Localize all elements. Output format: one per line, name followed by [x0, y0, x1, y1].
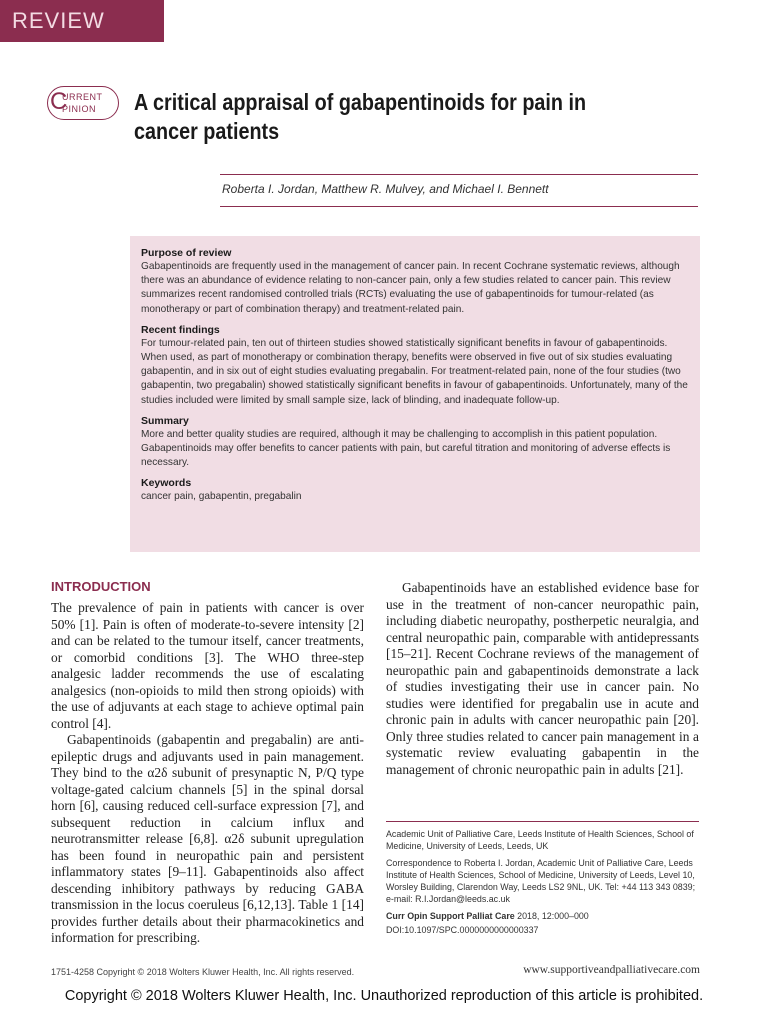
footer-copyright: 1751-4258 Copyright © 2018 Wolters Kluwer Health, Inc. All rights reserved. [51, 967, 355, 977]
logo-letter: C [50, 88, 68, 115]
left-column [51, 600, 364, 947]
author-list: Roberta I. Jordan, Matthew R. Mulvey, and Michael I. Bennett [222, 182, 549, 196]
article-title: A critical appraisal of gabapentinoids for pain in cancer patients [134, 89, 587, 144]
keywords-heading: Keywords [141, 477, 192, 490]
title-divider-top [220, 174, 698, 175]
journal-name: Curr Opin Support Palliat Care [386, 911, 515, 921]
journal-citation [386, 910, 701, 922]
abstract-box [130, 236, 700, 552]
summary-heading: Summary [141, 414, 189, 427]
doi: DOI:10.1097/SPC.0000000000000337 [386, 925, 539, 935]
findings-text: For tumour-related pain, ten out of thirteen studies showed statistically significant benefits in favour of gabapentinoids. When used, as part of monotherapy or combination therapy, benefits were observed in five out of six studies evaluating gabapentin, and in six out of eight studies evaluating pregabalin. For treatment-related pain, none of the four studies (two gabapentin, two pregabalin) showed statistically significant benefits in favour of gabapentinoids. Unfortunately, many of the studies included were limited by small sample size, lack of blinding, and inadequate follow-up. [141, 337, 688, 406]
findings-heading: Recent findings [141, 323, 220, 336]
summary-text: More and better quality studies are required, although it may be challenging to accomplish in this patient population. Gabapentinoids may offer benefits to cancer patients with pain, but careful titration and monitoring of adverse effects is necessary. [141, 428, 671, 469]
affiliation-block [386, 828, 701, 941]
title-divider-bottom [220, 206, 698, 207]
affiliation-divider [386, 821, 699, 822]
footer-website-link[interactable]: www.supportiveandpalliativecare.com [523, 964, 700, 976]
intro-paragraph-1: The prevalence of pain in patients with cancer is over 50% [1]. Pain is often of moderate-to-severe intensity [2] and can be related to the tumour itself, cancer treatments, or comorbid conditions [3]. The WHO three-step analgesic ladder recommends the use of escalating analgesics (non-opioids to mild then strong opioids) with the use of adjuvants at each stage to achieve optimal pain control [4]. [51, 600, 364, 731]
right-column [386, 580, 699, 778]
logo-line2: PINION [62, 104, 97, 114]
keywords-text: cancer pain, gabapentin, pregabalin [141, 491, 302, 503]
introduction-heading: INTRODUCTION [51, 579, 151, 594]
intro-paragraph-2: Gabapentinoids (gabapentin and pregabalin) are anti-epileptic drugs and adjuvants used in pain management. They bind to the α2δ subunit of presynaptic N, P/Q type voltage-gated calcium channels [5] in the spinal dorsal horn [6], causing reduced cell-surface expression [7], and subsequent reduction in calcium influx and neurotransmitter release [6,8]. α2δ subunit upregulation has been found in neuropathic pain and persistent inflammatory states [9–11]. Gabapentinoids also affect descending inhibitory pathways by reducing GABA transmission in the locus coeruleus [6,12,13]. Table 1 [14] provides further details about their pharmacokinetics and information for prescribing. [51, 732, 364, 945]
purpose-heading: Purpose of review [141, 247, 232, 259]
purpose-text: Gabapentinoids are frequently used in the management of cancer pain. In recent Cochrane systematic reviews, although there was an abundance of evidence relating to non-cancer pain, only a few studies related to cancer pain. This review summarizes recent randomised controlled trials (RCTs) evaluating the use of gabapentinoids for tumour-related (as monotherapy or part of combination therapy) and treatment-related pain. [141, 261, 680, 315]
section-tab: REVIEW [0, 0, 164, 42]
citation-volume: 2018, 12:000–000 [514, 911, 589, 921]
correspondence: Correspondence to Roberta I. Jordan, Academic Unit of Palliative Care, Leeds Institute of Health Sciences, School of Medicine, University of Leeds, Level 10, Worsley Building, Clarendon Way, Leeds LS2 9NL, UK. Tel: +44 113 343 0839; e-mail: R.I.Jordan@leeds.ac.uk [386, 858, 696, 904]
copyright-notice: Copyright © 2018 Wolters Kluwer Health, Inc. Unauthorized reproduction of this article is prohibited. [64, 988, 704, 1004]
intro-paragraph-3: Gabapentinoids have an established evidence base for use in the treatment of non-cancer neuropathic pain, including diabetic neuropathy, postherpetic neuralgia, and central neuropathic pain, comparable with antidepressants [15–21]. Recent Cochrane reviews of the management of neuropathic pain and gabapentinoids demonstrate a lack of studies investigating their use in cancer pain. No studies were identified for pregabalin use in acute and chronic pain in adults with cancer neuropathic pain [20]. Only three studies related to cancer pain management in a systematic review evaluating gabapentin in the management of chronic neuropathic pain in adults [21]. [386, 580, 699, 777]
affiliation-unit: Academic Unit of Palliative Care, Leeds Institute of Health Sciences, School of Medicine, University of Leeds, Leeds, UK [386, 829, 694, 851]
current-opinion-logo [47, 86, 119, 120]
logo-line1: URRENT [62, 92, 103, 102]
